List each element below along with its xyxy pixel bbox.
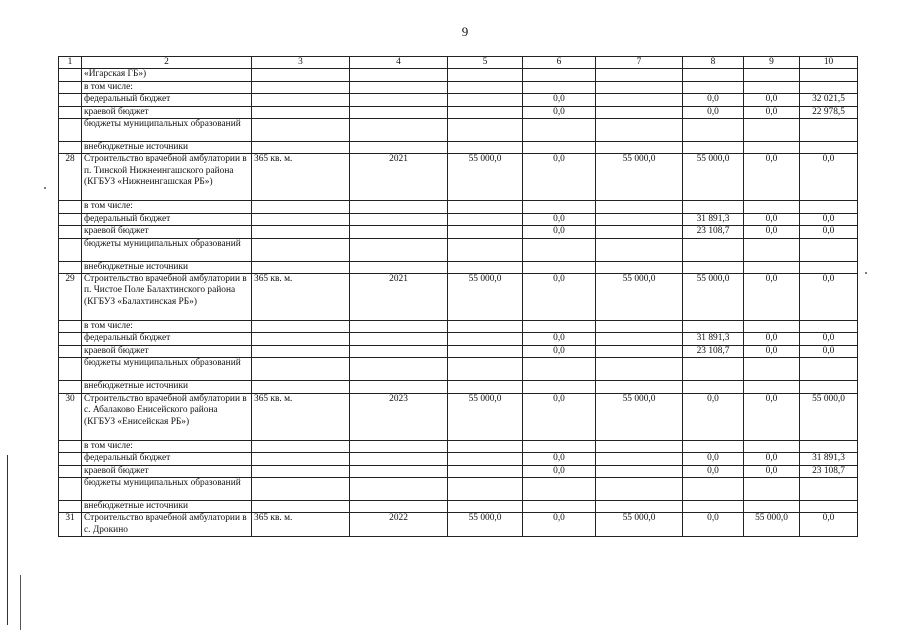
col8-value-cell bbox=[683, 201, 744, 213]
col6-value-cell bbox=[523, 119, 596, 142]
total-cost-cell bbox=[448, 440, 523, 452]
column-header-9: 9 bbox=[744, 57, 800, 69]
capacity-cell bbox=[252, 465, 350, 477]
col6-value-cell: 0,0 bbox=[523, 274, 596, 321]
col6-value-cell bbox=[523, 81, 596, 93]
col7-value-cell bbox=[596, 213, 683, 225]
scan-artifact-line bbox=[20, 575, 21, 630]
column-header-2: 2 bbox=[82, 57, 252, 69]
col6-value-cell bbox=[523, 358, 596, 381]
row-number-cell bbox=[59, 69, 82, 81]
col10-value-cell: 55 000,0 bbox=[800, 393, 858, 440]
row-number-cell bbox=[59, 106, 82, 118]
col10-value-cell bbox=[800, 477, 858, 500]
year-cell bbox=[350, 358, 448, 381]
scan-artifact-dot bbox=[865, 272, 867, 274]
col6-value-cell bbox=[523, 69, 596, 81]
col10-value-cell bbox=[800, 81, 858, 93]
item-name-cell: в том числе: bbox=[82, 201, 252, 213]
col10-value-cell bbox=[800, 238, 858, 261]
table-header-row bbox=[59, 57, 858, 69]
row-number-cell bbox=[59, 226, 82, 238]
capacity-cell bbox=[252, 106, 350, 118]
col9-value-cell: 55 000,0 bbox=[744, 513, 800, 537]
total-cost-cell bbox=[448, 333, 523, 345]
item-name-cell: федеральный бюджет bbox=[82, 453, 252, 465]
col7-value-cell bbox=[596, 142, 683, 154]
funding-source-row bbox=[59, 226, 858, 238]
total-cost-cell bbox=[448, 345, 523, 357]
capacity-cell bbox=[252, 213, 350, 225]
item-name-cell: федеральный бюджет bbox=[82, 333, 252, 345]
row-number-cell: 29 bbox=[59, 274, 82, 321]
total-cost-cell bbox=[448, 321, 523, 333]
total-cost-cell bbox=[448, 142, 523, 154]
capacity-cell bbox=[252, 321, 350, 333]
capacity-cell bbox=[252, 94, 350, 106]
total-cost-cell bbox=[448, 119, 523, 142]
row-number-cell bbox=[59, 119, 82, 142]
col10-value-cell: 0,0 bbox=[800, 345, 858, 357]
col6-value-cell: 0,0 bbox=[523, 453, 596, 465]
budget-table bbox=[58, 56, 858, 537]
total-cost-cell bbox=[448, 201, 523, 213]
item-name-cell: бюджеты муниципальных образований bbox=[82, 238, 252, 261]
col9-value-cell bbox=[744, 119, 800, 142]
col8-value-cell bbox=[683, 381, 744, 393]
col6-value-cell bbox=[523, 381, 596, 393]
project-row bbox=[59, 154, 858, 201]
col9-value-cell: 0,0 bbox=[744, 94, 800, 106]
total-cost-cell: 55 000,0 bbox=[448, 274, 523, 321]
col10-value-cell bbox=[800, 142, 858, 154]
col9-value-cell bbox=[744, 358, 800, 381]
row-number-cell bbox=[59, 333, 82, 345]
capacity-cell: 365 кв. м. bbox=[252, 274, 350, 321]
total-cost-cell bbox=[448, 381, 523, 393]
row-number-cell bbox=[59, 453, 82, 465]
col7-value-cell bbox=[596, 69, 683, 81]
col6-value-cell: 0,0 bbox=[523, 213, 596, 225]
col9-value-cell bbox=[744, 81, 800, 93]
item-name-cell: внебюджетные источники bbox=[82, 500, 252, 512]
row-number-cell: 28 bbox=[59, 154, 82, 201]
col7-value-cell bbox=[596, 358, 683, 381]
year-cell bbox=[350, 381, 448, 393]
project-row bbox=[59, 274, 858, 321]
col9-value-cell bbox=[744, 69, 800, 81]
funding-source-row bbox=[59, 94, 858, 106]
row-number-cell bbox=[59, 358, 82, 381]
funding-source-row bbox=[59, 81, 858, 93]
item-name-cell: «Игарская ГБ») bbox=[82, 69, 252, 81]
col10-value-cell bbox=[800, 69, 858, 81]
col7-value-cell bbox=[596, 238, 683, 261]
col7-value-cell: 55 000,0 bbox=[596, 393, 683, 440]
col7-value-cell bbox=[596, 201, 683, 213]
funding-source-row bbox=[59, 500, 858, 512]
col10-value-cell bbox=[800, 201, 858, 213]
row-number-cell bbox=[59, 440, 82, 452]
col6-value-cell: 0,0 bbox=[523, 226, 596, 238]
capacity-cell: 365 кв. м. bbox=[252, 513, 350, 537]
funding-source-row bbox=[59, 213, 858, 225]
total-cost-cell bbox=[448, 465, 523, 477]
year-cell bbox=[350, 261, 448, 273]
col6-value-cell bbox=[523, 201, 596, 213]
col8-value-cell: 23 108,7 bbox=[683, 345, 744, 357]
total-cost-cell bbox=[448, 261, 523, 273]
col7-value-cell: 55 000,0 bbox=[596, 274, 683, 321]
col6-value-cell: 0,0 bbox=[523, 106, 596, 118]
year-cell: 2023 bbox=[350, 393, 448, 440]
project-row bbox=[59, 393, 858, 440]
col7-value-cell bbox=[596, 321, 683, 333]
year-cell bbox=[350, 465, 448, 477]
col7-value-cell bbox=[596, 94, 683, 106]
column-header-3: 3 bbox=[252, 57, 350, 69]
capacity-cell bbox=[252, 119, 350, 142]
col8-value-cell bbox=[683, 238, 744, 261]
col8-value-cell bbox=[683, 119, 744, 142]
row-number-cell bbox=[59, 477, 82, 500]
total-cost-cell: 55 000,0 bbox=[448, 513, 523, 537]
col8-value-cell: 31 891,3 bbox=[683, 213, 744, 225]
col9-value-cell bbox=[744, 201, 800, 213]
year-cell bbox=[350, 453, 448, 465]
capacity-cell bbox=[252, 345, 350, 357]
item-name-cell: бюджеты муниципальных образований bbox=[82, 358, 252, 381]
col8-value-cell bbox=[683, 69, 744, 81]
item-name-cell: Строительство врачебной амбулатории в п. Тинской Нижнеингашского района (КГБУЗ «Нижнеингашская РБ») bbox=[82, 154, 252, 201]
col10-value-cell: 23 108,7 bbox=[800, 465, 858, 477]
total-cost-cell bbox=[448, 226, 523, 238]
col8-value-cell bbox=[683, 81, 744, 93]
year-cell: 2022 bbox=[350, 513, 448, 537]
capacity-cell bbox=[252, 440, 350, 452]
year-cell: 2021 bbox=[350, 274, 448, 321]
col8-value-cell bbox=[683, 440, 744, 452]
col9-value-cell bbox=[744, 261, 800, 273]
capacity-cell: 365 кв. м. bbox=[252, 393, 350, 440]
funding-source-row bbox=[59, 261, 858, 273]
funding-source-row bbox=[59, 345, 858, 357]
col7-value-cell bbox=[596, 440, 683, 452]
col10-value-cell: 22 978,5 bbox=[800, 106, 858, 118]
row-number-cell bbox=[59, 500, 82, 512]
total-cost-cell bbox=[448, 69, 523, 81]
col6-value-cell bbox=[523, 500, 596, 512]
year-cell bbox=[350, 142, 448, 154]
col8-value-cell bbox=[683, 261, 744, 273]
row-number-cell bbox=[59, 261, 82, 273]
col9-value-cell bbox=[744, 142, 800, 154]
col10-value-cell bbox=[800, 119, 858, 142]
col9-value-cell: 0,0 bbox=[744, 274, 800, 321]
item-name-cell: краевой бюджет bbox=[82, 465, 252, 477]
col9-value-cell bbox=[744, 500, 800, 512]
item-name-cell: краевой бюджет bbox=[82, 226, 252, 238]
item-name-cell: Строительство врачебной амбулатории в с. Абалаково Енисейского района (КГБУЗ «Енисейская РБ») bbox=[82, 393, 252, 440]
year-cell bbox=[350, 69, 448, 81]
row-number-cell bbox=[59, 201, 82, 213]
col8-value-cell: 0,0 bbox=[683, 465, 744, 477]
total-cost-cell bbox=[448, 238, 523, 261]
funding-source-row bbox=[59, 477, 858, 500]
total-cost-cell bbox=[448, 106, 523, 118]
item-name-cell: краевой бюджет bbox=[82, 345, 252, 357]
capacity-cell bbox=[252, 381, 350, 393]
col9-value-cell: 0,0 bbox=[744, 106, 800, 118]
col9-value-cell bbox=[744, 238, 800, 261]
row-number-cell bbox=[59, 465, 82, 477]
col9-value-cell bbox=[744, 321, 800, 333]
col10-value-cell: 0,0 bbox=[800, 154, 858, 201]
col7-value-cell bbox=[596, 453, 683, 465]
col7-value-cell bbox=[596, 119, 683, 142]
column-header-6: 6 bbox=[523, 57, 596, 69]
total-cost-cell bbox=[448, 94, 523, 106]
year-cell bbox=[350, 226, 448, 238]
funding-source-row bbox=[59, 465, 858, 477]
table-body bbox=[59, 57, 858, 537]
col7-value-cell bbox=[596, 381, 683, 393]
row-number-cell bbox=[59, 142, 82, 154]
col6-value-cell bbox=[523, 440, 596, 452]
funding-source-row bbox=[59, 321, 858, 333]
scan-artifact-dot bbox=[44, 187, 46, 189]
row-number-cell bbox=[59, 238, 82, 261]
item-name-cell: внебюджетные источники bbox=[82, 381, 252, 393]
total-cost-cell bbox=[448, 213, 523, 225]
col7-value-cell bbox=[596, 500, 683, 512]
funding-source-row bbox=[59, 119, 858, 142]
col10-value-cell: 0,0 bbox=[800, 213, 858, 225]
capacity-cell bbox=[252, 453, 350, 465]
year-cell bbox=[350, 213, 448, 225]
col8-value-cell bbox=[683, 358, 744, 381]
col8-value-cell: 0,0 bbox=[683, 106, 744, 118]
year-cell bbox=[350, 106, 448, 118]
capacity-cell bbox=[252, 142, 350, 154]
item-name-cell: федеральный бюджет bbox=[82, 94, 252, 106]
col8-value-cell: 0,0 bbox=[683, 393, 744, 440]
scan-artifact-line bbox=[7, 455, 8, 625]
capacity-cell: 365 кв. м. bbox=[252, 154, 350, 201]
col10-value-cell bbox=[800, 381, 858, 393]
col8-value-cell: 23 108,7 bbox=[683, 226, 744, 238]
funding-source-row bbox=[59, 453, 858, 465]
col7-value-cell bbox=[596, 465, 683, 477]
col8-value-cell: 55 000,0 bbox=[683, 274, 744, 321]
year-cell bbox=[350, 345, 448, 357]
funding-source-row bbox=[59, 381, 858, 393]
year-cell bbox=[350, 321, 448, 333]
col7-value-cell bbox=[596, 477, 683, 500]
item-name-cell: внебюджетные источники bbox=[82, 261, 252, 273]
col6-value-cell bbox=[523, 321, 596, 333]
row-number-cell: 31 bbox=[59, 513, 82, 537]
capacity-cell bbox=[252, 261, 350, 273]
total-cost-cell bbox=[448, 453, 523, 465]
row-number-cell: 30 bbox=[59, 393, 82, 440]
capacity-cell bbox=[252, 477, 350, 500]
total-cost-cell bbox=[448, 500, 523, 512]
col7-value-cell bbox=[596, 81, 683, 93]
col9-value-cell bbox=[744, 381, 800, 393]
funding-source-row bbox=[59, 238, 858, 261]
col8-value-cell bbox=[683, 142, 744, 154]
page-number: 9 bbox=[461, 24, 469, 39]
item-name-cell: краевой бюджет bbox=[82, 106, 252, 118]
funding-source-row bbox=[59, 333, 858, 345]
project-row bbox=[59, 513, 858, 537]
col9-value-cell bbox=[744, 477, 800, 500]
col9-value-cell: 0,0 bbox=[744, 345, 800, 357]
column-header-4: 4 bbox=[350, 57, 448, 69]
col10-value-cell: 31 891,3 bbox=[800, 453, 858, 465]
col8-value-cell bbox=[683, 500, 744, 512]
col9-value-cell: 0,0 bbox=[744, 465, 800, 477]
col6-value-cell: 0,0 bbox=[523, 333, 596, 345]
capacity-cell bbox=[252, 238, 350, 261]
year-cell bbox=[350, 333, 448, 345]
year-cell bbox=[350, 477, 448, 500]
col7-value-cell bbox=[596, 333, 683, 345]
col6-value-cell bbox=[523, 238, 596, 261]
col6-value-cell bbox=[523, 142, 596, 154]
col6-value-cell bbox=[523, 261, 596, 273]
funding-source-row bbox=[59, 358, 858, 381]
capacity-cell bbox=[252, 69, 350, 81]
year-cell: 2021 bbox=[350, 154, 448, 201]
col10-value-cell: 0,0 bbox=[800, 513, 858, 537]
col10-value-cell bbox=[800, 261, 858, 273]
col8-value-cell: 0,0 bbox=[683, 513, 744, 537]
funding-source-row bbox=[59, 201, 858, 213]
col6-value-cell: 0,0 bbox=[523, 393, 596, 440]
col9-value-cell: 0,0 bbox=[744, 393, 800, 440]
item-name-cell: в том числе: bbox=[82, 321, 252, 333]
col9-value-cell: 0,0 bbox=[744, 453, 800, 465]
column-header-8: 8 bbox=[683, 57, 744, 69]
year-cell bbox=[350, 119, 448, 142]
col10-value-cell bbox=[800, 500, 858, 512]
col7-value-cell: 55 000,0 bbox=[596, 154, 683, 201]
column-header-10: 10 bbox=[800, 57, 858, 69]
year-cell bbox=[350, 94, 448, 106]
item-name-cell: в том числе: bbox=[82, 81, 252, 93]
col10-value-cell: 0,0 bbox=[800, 333, 858, 345]
col9-value-cell: 0,0 bbox=[744, 213, 800, 225]
item-name-cell: федеральный бюджет bbox=[82, 213, 252, 225]
col7-value-cell bbox=[596, 226, 683, 238]
col6-value-cell: 0,0 bbox=[523, 345, 596, 357]
funding-source-row bbox=[59, 142, 858, 154]
capacity-cell bbox=[252, 500, 350, 512]
col6-value-cell: 0,0 bbox=[523, 94, 596, 106]
total-cost-cell bbox=[448, 81, 523, 93]
col10-value-cell bbox=[800, 440, 858, 452]
col10-value-cell: 32 021,5 bbox=[800, 94, 858, 106]
capacity-cell bbox=[252, 358, 350, 381]
col10-value-cell: 0,0 bbox=[800, 274, 858, 321]
total-cost-cell: 55 000,0 bbox=[448, 154, 523, 201]
item-name-cell: внебюджетные источники bbox=[82, 142, 252, 154]
column-header-5: 5 bbox=[448, 57, 523, 69]
col10-value-cell bbox=[800, 321, 858, 333]
row-number-cell bbox=[59, 81, 82, 93]
col6-value-cell bbox=[523, 477, 596, 500]
total-cost-cell bbox=[448, 358, 523, 381]
row-number-cell bbox=[59, 345, 82, 357]
col8-value-cell: 55 000,0 bbox=[683, 154, 744, 201]
row-number-cell bbox=[59, 321, 82, 333]
year-cell bbox=[350, 81, 448, 93]
funding-source-row bbox=[59, 69, 858, 81]
col7-value-cell bbox=[596, 261, 683, 273]
col8-value-cell bbox=[683, 321, 744, 333]
row-number-cell bbox=[59, 94, 82, 106]
item-name-cell: бюджеты муниципальных образований bbox=[82, 119, 252, 142]
row-number-cell bbox=[59, 213, 82, 225]
row-number-cell bbox=[59, 381, 82, 393]
item-name-cell: бюджеты муниципальных образований bbox=[82, 477, 252, 500]
col7-value-cell: 55 000,0 bbox=[596, 513, 683, 537]
item-name-cell: Строительство врачебной амбулатории в п. Чистое Поле Балахтинского района (КГБУЗ «Балахтинская РБ») bbox=[82, 274, 252, 321]
capacity-cell bbox=[252, 81, 350, 93]
col10-value-cell: 0,0 bbox=[800, 226, 858, 238]
capacity-cell bbox=[252, 226, 350, 238]
total-cost-cell bbox=[448, 477, 523, 500]
col8-value-cell bbox=[683, 477, 744, 500]
year-cell bbox=[350, 238, 448, 261]
year-cell bbox=[350, 440, 448, 452]
year-cell bbox=[350, 201, 448, 213]
capacity-cell bbox=[252, 201, 350, 213]
col6-value-cell: 0,0 bbox=[523, 154, 596, 201]
col9-value-cell: 0,0 bbox=[744, 333, 800, 345]
col10-value-cell bbox=[800, 358, 858, 381]
col8-value-cell: 0,0 bbox=[683, 453, 744, 465]
item-name-cell: Строительство врачебной амбулатории в с. Дрокино bbox=[82, 513, 252, 537]
capacity-cell bbox=[252, 333, 350, 345]
funding-source-row bbox=[59, 106, 858, 118]
col6-value-cell: 0,0 bbox=[523, 465, 596, 477]
col9-value-cell: 0,0 bbox=[744, 154, 800, 201]
column-header-1: 1 bbox=[59, 57, 82, 69]
funding-source-row bbox=[59, 440, 858, 452]
column-header-7: 7 bbox=[596, 57, 683, 69]
col8-value-cell: 31 891,3 bbox=[683, 333, 744, 345]
col7-value-cell bbox=[596, 106, 683, 118]
col8-value-cell: 0,0 bbox=[683, 94, 744, 106]
col9-value-cell: 0,0 bbox=[744, 226, 800, 238]
col9-value-cell bbox=[744, 440, 800, 452]
year-cell bbox=[350, 500, 448, 512]
item-name-cell: в том числе: bbox=[82, 440, 252, 452]
col6-value-cell: 0,0 bbox=[523, 513, 596, 537]
col7-value-cell bbox=[596, 345, 683, 357]
total-cost-cell: 55 000,0 bbox=[448, 393, 523, 440]
